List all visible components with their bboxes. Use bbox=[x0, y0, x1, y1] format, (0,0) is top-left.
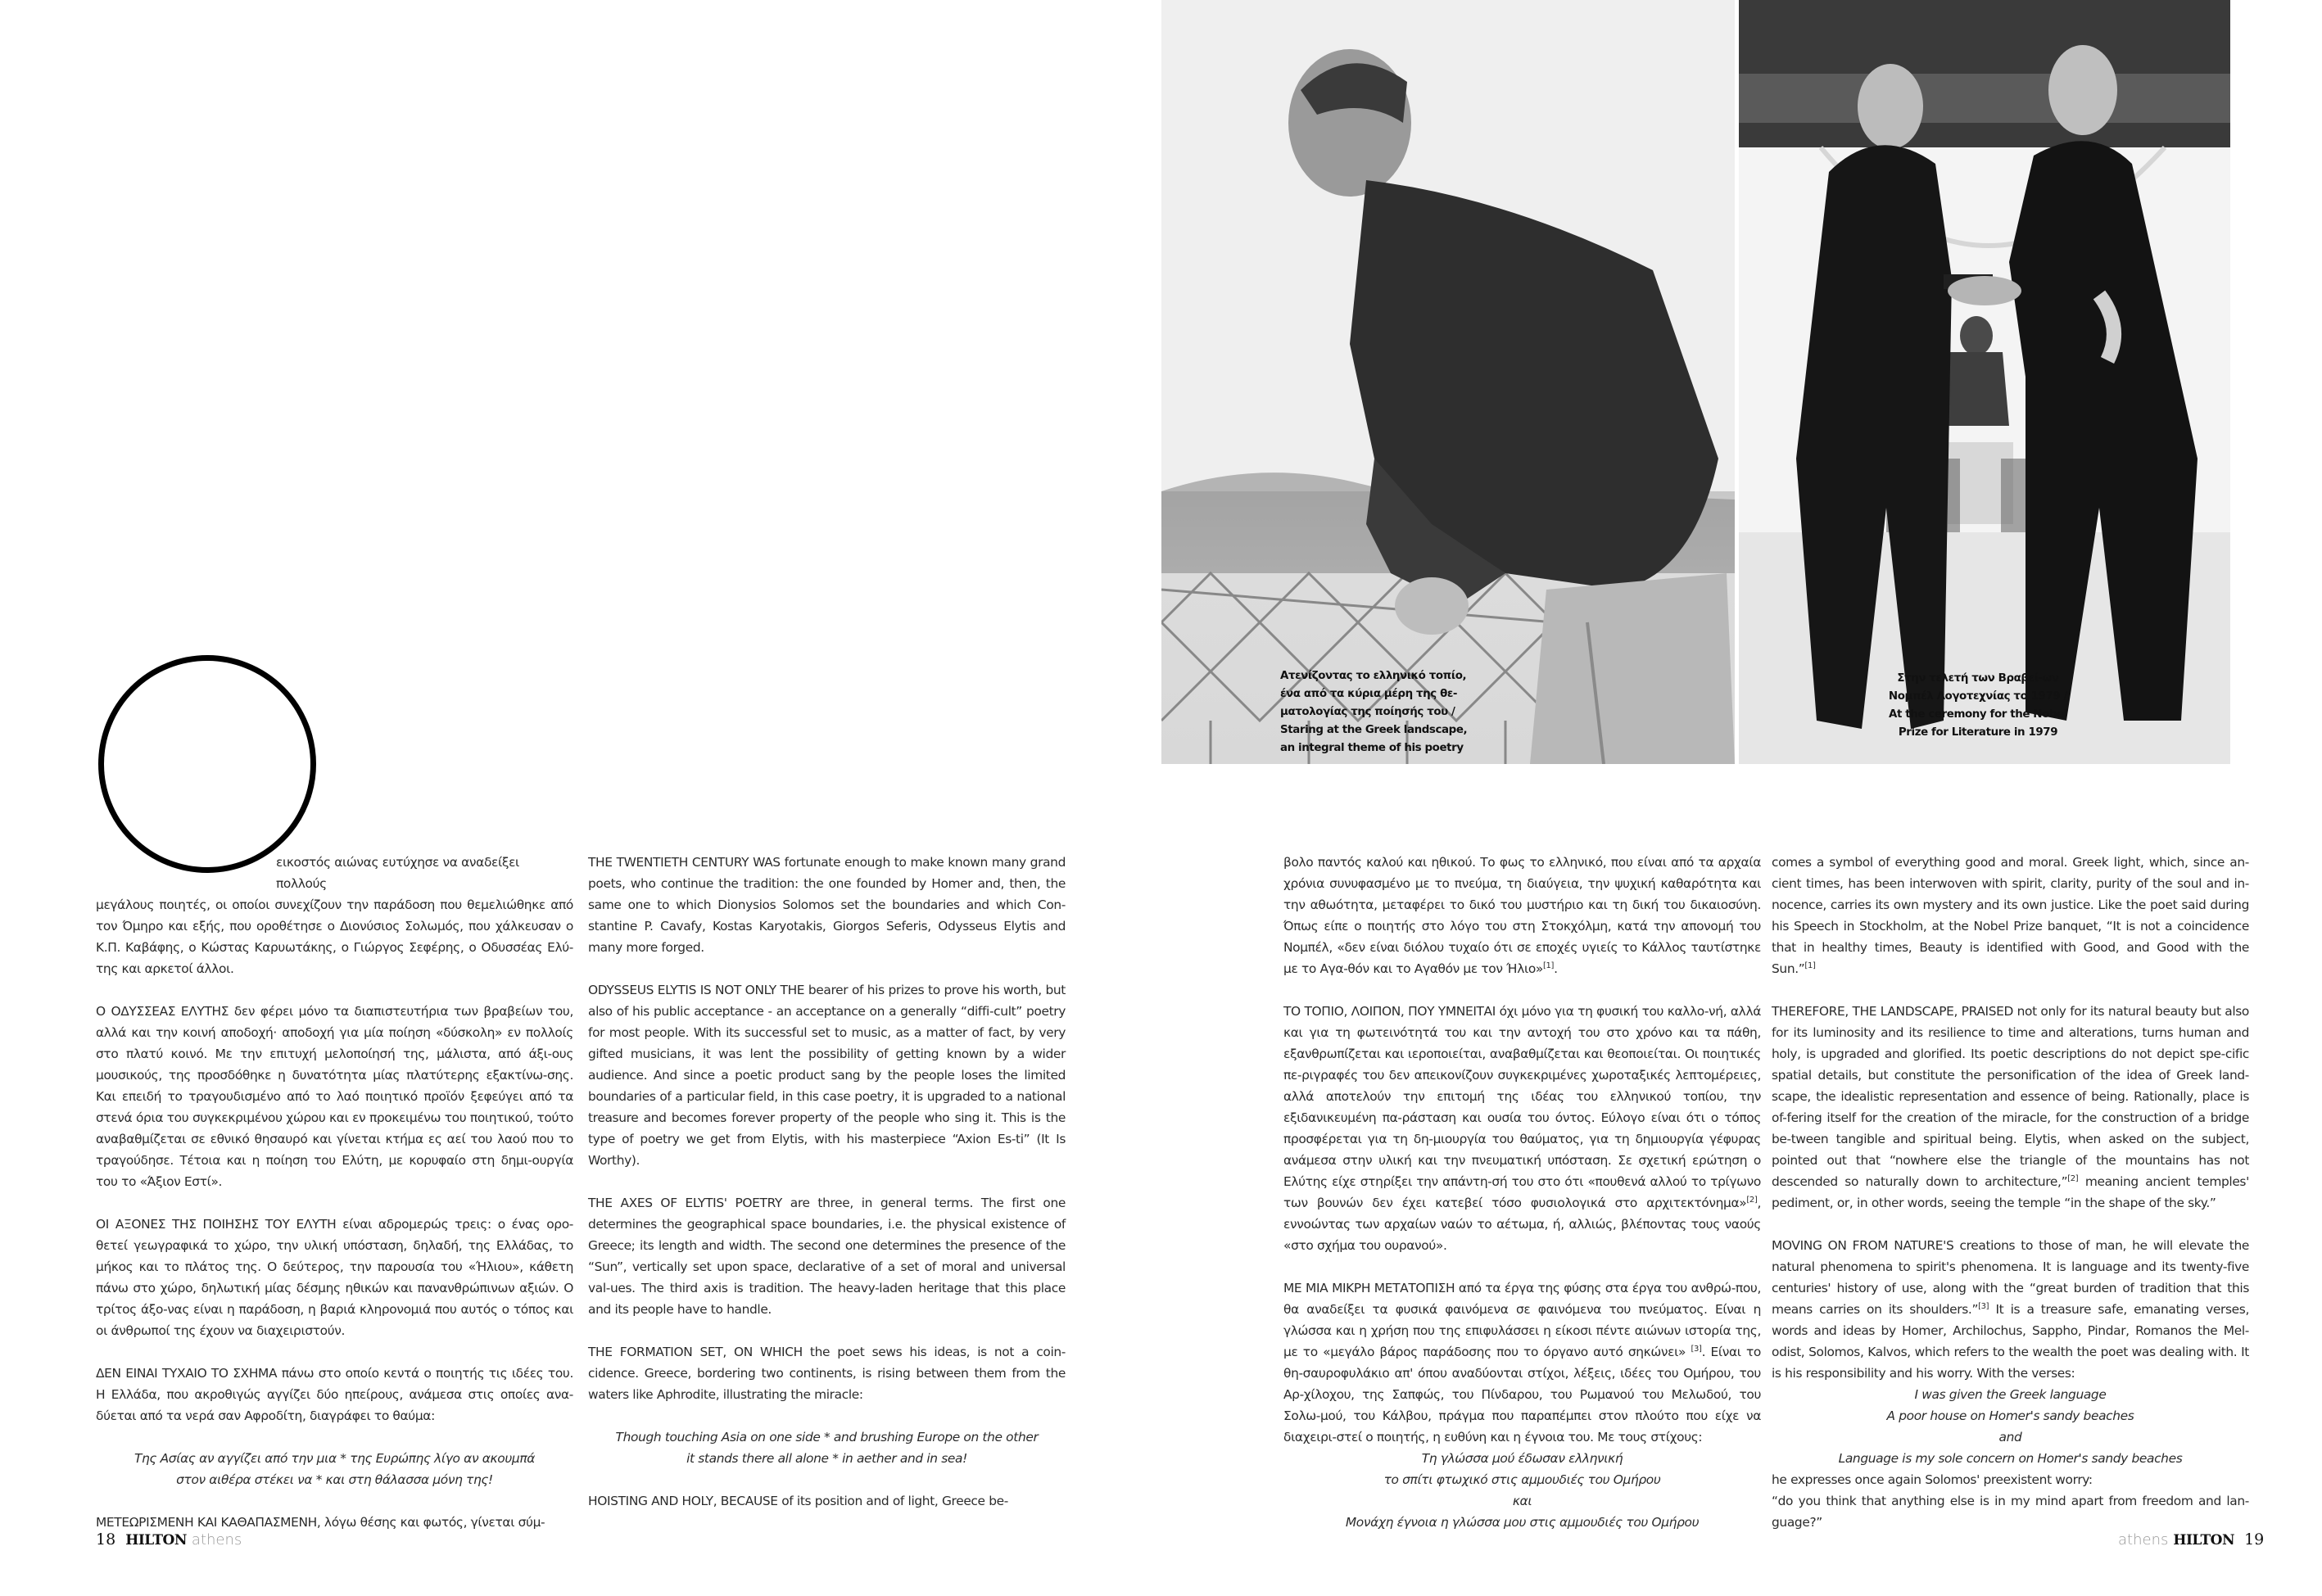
footnote-ref: [3] bbox=[1978, 1302, 1989, 1311]
paragraph-text: ΤΟ ΤΟΠΙΟ, ΛΟΙΠΟΝ, ΠΟΥ ΥΜΝΕΙΤΑΙ όχι μόνο για τη φυσική του καλλο-νή, αλλά και για τη φωτεινότητά του και την αντοχή του στο χρόνο και τα πάθη, εξανθρωπίζεται και ιεροποιείται, αναβαθμίζεται και θεοποιείται. Οι ποιητικές πε-ριγραφές του δεν απεικονίζουν συγκεκριμένες χωροταξικές λεπτομέρειες, αλλά αποτελούν την επιτομή της ιδέας του ελληνικού τοπίου, την εξιδανικευμένη πα-ράσταση και ουσία του όντος. Εύλογο είναι ότι ο τόπος προσφέρεται για τη δη-μιουργία του θαύματος, για τη δημιουργία γέφυρας ανάμεσα στην υλική και την πνευματική υπόσταση. Σε σχετική ερώτηση ο Ελύτης είχε στηρίξει την απάντη-σή του στο ότι «πουθενά αλλού το τρίγωνο των βουνών δεν έχει κατεβεί τόσο φυσιολογικά στο αρχιτεκτόνημα» bbox=[1283, 1004, 1761, 1210]
magazine-brand: HILTON bbox=[2173, 1532, 2234, 1549]
paragraph-text: THE FORMATION SET, ON WHICH the poet sews his ideas, is not a coin-cidence. Greece, bordering two continents, is rising between them from the waters like Aphrodite, illustrating the miracle: bbox=[588, 1345, 1066, 1402]
paragraph-text: ΜΕ ΜΙΑ ΜΙΚΡΗ ΜΕΤΑΤΟΠΙΣΗ από τα έργα της φύσης στα έργα του ανθρώ-που, θα αναδείξει τα φυσικά φαινόμενα σε φαινόμενα του πνεύματος. Είναι η γλώσσα και η χρήση που της επιφυλάσσει η είκοσι πέντε αιώνων ιστορία της, με το «μεγάλο βάρος παράδοσης που το όργανο αυτό σηκώνει» bbox=[1283, 1281, 1761, 1359]
paragraph-text: , εννοώντας των αρχαίων ναών το αέτωμα, ή, αλλιώς, βλέποντας τους ναούς «στο σχήμα του ουρανού». bbox=[1283, 1196, 1761, 1253]
paragraph-text: THE AXES OF ELYTIS' POETRY are three, in general terms. The first one determines the geographical space boundaries, i.e. the physical existence of Greece; its length and width. The second one determines the presence of the “Sun”, vertically set upon space, declarative of a set of moral and universal val-ues. The third axis is tradition. The heavy-laden heritage that this place and its people have to handle. bbox=[588, 1196, 1066, 1317]
article-column-english-right bbox=[1772, 852, 2249, 1533]
paragraph-text: It is a treasure safe, emanating verses, words and ideas by Homer, Archilochus, Sappho, Pindar, Romanos the Mel-odist, Solomos, Kalvos, which refers to the wealth the poet was dealing with. It is his responsibility and his worry. With the verses: bbox=[1772, 1302, 2249, 1381]
verse-line: Though touching Asia on one side * and brushing Europe on the other bbox=[615, 1430, 1039, 1445]
paragraph-text: ODYSSEUS ELYTIS IS NOT ONLY THE bearer of his prizes to prove his worth, but also of his public acceptance - an acceptance on a generally “diffi-cult” poetry for most people. With its successful set to music, as a matter of fact, by very gifted musicians, it was lent the possibility of getting known by a wider audience. And since a poetic product sang by the people loses the limited boundaries of a particular field, in this case poetry, it is upgraded to a national treasure and becomes forever property of the people who sing it. This is the type of poetry we get from Elytis, with his masterpiece “Axion Es-ti” (It Is Worthy). bbox=[588, 983, 1066, 1168]
article-column-english-left bbox=[588, 852, 1066, 1512]
page-number: 18 bbox=[96, 1530, 116, 1549]
verse-line: στον αιθέρα στέκει να * και στη θάλασσα μόνη της! bbox=[176, 1472, 493, 1487]
footnote-ref: [1] bbox=[1542, 961, 1555, 970]
folio-left bbox=[96, 1530, 242, 1550]
footnote-ref: [2] bbox=[2067, 1174, 2079, 1183]
paragraph-text: Ο ΟΔΥΣΣΕΑΣ ΕΛΥΤΗΣ δεν φέρει μόνο τα διαπιστευτήρια των βραβείων του, αλλά και την κοινή αποδοχή· αποδοχή για μία ποίηση «δύσκολη» εν πολλοίς στο πλατύ κοινό. Με την επιτυχή μελοποίησή της, μάλιστα, από άξι-ους μουσικούς, της προσδόθηκε η δυνατότητα μίας πλατύτερης εξακτίνω-σης. Και επειδή το τραγουδισμένο από το λαό ποιητικό προϊόν ξεφεύγει από τα στενά όρια του συγκεκριμένου χώρου και εν προκειμένω του ποιητικού, τούτο αναβαθμίζεται σε εθνικό θησαυρό και γίνεται κτήμα ες αεί του λαού που το τραγούδησε. Τέτοια και η ποίηση του Ελύτη, με κορυφαίο στη δημι-ουργία του το «Άξιον Εστί». bbox=[96, 1004, 573, 1189]
verse-line: A poor house on Homer's sandy beaches bbox=[1886, 1408, 2134, 1423]
verse-line: Μονάχη έγνοια η γλώσσα μου στις αμμουδιές του Ομήρου bbox=[1345, 1515, 1700, 1530]
photo-caption-left: Ατενίζοντας το ελληνικό τοπίο, ένα από τα κύρια μέρη της θε-ματολογίας της ποίησής του / Staring at the Greek landscape, an integral theme of his poetry bbox=[1280, 670, 1468, 754]
paragraph-text: ΔΕΝ ΕΙΝΑΙ ΤΥΧΑΙΟ ΤΟ ΣΧΗΜΑ πάνω στο οποίο κεντά ο ποιητής τις ιδέες του. Η Ελλάδα, που ακροθιγώς αγγίζει δύο ηπείρους, ανάμεσα στις οποίες ανα-δύεται από τα νερά σαν Αφροδίτη, διαγράφει το θαύμα: bbox=[96, 1366, 573, 1423]
paragraph-text: MOVING ON FROM NATURE'S creations to those of man, he will elevate the natural phenomena to spirit's phenomena. It is language and its twenty-five centuries' history of use, along with the “great burden of tradition that this means carries on its shoulders.” bbox=[1772, 1238, 2249, 1317]
verse-line: Τη γλώσσα μού έδωσαν ελληνική bbox=[1421, 1451, 1623, 1466]
verse-quote bbox=[588, 1426, 1066, 1469]
article-column-greek-left bbox=[96, 852, 573, 1533]
paragraph-text: “do you think that anything else is in my mind apart from freedom and lan-guage?” bbox=[1772, 1494, 2249, 1530]
paragraph-text: ΟΙ ΑΞΟΝΕΣ ΤΗΣ ΠΟΙΗΣΗΣ ΤΟΥ ΕΛΥΤΗ είναι αδρομερώς τρεις: ο ένας ορο-θετεί γεωγραφικά το χώρο, την υλική υπόσταση, δηλαδή, της Ελλάδας, το μήκος και το πλάτος της. Ο δεύτερος, την παρουσία του «Ήλιου», κάθετη πάνω στο χώρο, δηλωτική μίας δέσμης ηθικών και πανανθρώπινων αξιών. Ο τρίτος άξο-νας είναι η παράδοση, η βαριά κληρονομιά που αυτός ο τόπος και οι άνθρωποί της έχουν να διαχειριστούν. bbox=[96, 1217, 573, 1338]
verse-line: και bbox=[1512, 1494, 1532, 1508]
paragraph-text: THE TWENTIETH CENTURY WAS fortunate enough to make known many grand poets, who continue the tradition: the one founded by Homer and, then, the same one to which Dionysios Solomos set the boundaries and which Con-stantine P. Cavafy, Kostas Karyotakis, Giorgos Seferis, Odysseus Elytis and many more forged. bbox=[588, 855, 1066, 955]
paragraph-text: μεγάλους ποιητές, οι οποίοι συνεχίζουν την παράδοση που θεμελιώθηκε από τον Όμηρο και εξής, που οροθέτησε ο Διονύσιος Σολωμός, που χάλκευσαν ο Κ.Π. Καβάφης, ο Κώστας Καρυωτάκης, ο Γιώργος Σεφέρης, ο Οδυσσέας Ελύ-της και αρκετοί άλλοι. bbox=[96, 897, 573, 976]
paragraph-text: HOISTING AND HOLY, BECAUSE of its position and of light, Greece be- bbox=[588, 1494, 1008, 1508]
paragraph-text: THEREFORE, THE LANDSCAPE, PRAISED not only for its natural beauty but also for its luminosity and its resilience to time and alterations, turns human and holy, is upgraded and glorified. Its poetic descriptions do not depict spe-cific spatial details, but constitute the personification of the idea of Greek land-scape, the idealistic representation and essence of being. Rationally, place is of-fering itself for the creation of the miracle, for the construction of a bridge be-tween tangible and spiritual being. Elytis, when asked on the subject, pointed out that “nowhere else the triangle of the mountains has not descended so naturally down to architecture,” bbox=[1772, 1004, 2249, 1189]
footnote-ref: [1] bbox=[1804, 961, 1816, 970]
verse-line: it stands there all alone * in aether and in sea! bbox=[686, 1451, 967, 1466]
paragraph-text: comes a symbol of everything good and moral. Greek light, which, since an-cient times, has been interwoven with spirit, clarity, purity of the soul and in-nocence, carries its own mystery and its own justice. Like the poet said during his Speech in Stockholm, at the Nobel Prize banquet, “It is not a coincidence that in healthy times, Beauty is identified with Good, and Good with the Sun.” bbox=[1772, 855, 2249, 976]
paragraph-text: he expresses once again Solomos' preexistent worry: bbox=[1772, 1472, 2093, 1487]
verse-quote bbox=[96, 1448, 573, 1490]
page-number: 19 bbox=[2244, 1530, 2265, 1549]
verse-line: Language is my sole concern on Homer's sandy beaches bbox=[1838, 1451, 2183, 1466]
footnote-ref: [2] bbox=[1746, 1196, 1758, 1205]
photo-poet-at-railing bbox=[1161, 0, 1735, 764]
opening-line: εικοστός αιώνας ευτύχησε να αναδείξει πολλούς bbox=[276, 855, 519, 891]
paragraph-text: βολο παντός καλού και ηθικού. Το φως το ελληνικό, που είναι από τα αρχαία χρόνια συνυφασμένο με το πνεύμα, τη διαύγεια, την ψυχική καθαρότητα και την αθωότητα, μεταφέρει το δικό του μυστήριο και τη δική του δικαιοσύνη. Όπως είπε ο ποιητής στο λόγο του στη Στοκχόλμη, κατά την απονομή του Νομπέλ, «δεν είναι διόλου τυχαίο ότι σε εποχές υγιείς το Κάλλος ταυτίστηκε με το Αγα-θόν και το Αγαθόν με τον Ήλιο» bbox=[1283, 855, 1761, 976]
magazine-city: athens bbox=[191, 1531, 242, 1549]
folio-right bbox=[2118, 1530, 2264, 1550]
photo-poet-illustration bbox=[1161, 0, 1735, 764]
verse-line: Της Ασίας αν αγγίζει από την μια * της Ευρώπης λίγο αν ακουμπά bbox=[134, 1451, 536, 1466]
paragraph-text: meaning ancient temples' pediment, or, in other words, seeing the temple “in the shape of the sky.” bbox=[1772, 1174, 2249, 1210]
verse-quote bbox=[1772, 1384, 2249, 1469]
magazine-brand: HILTON bbox=[125, 1532, 187, 1549]
photo-ceremony-illustration bbox=[1739, 0, 2230, 764]
paragraph-text: . Είναι το θη-σαυροφυλάκιο απ' όπου αναδύονται στίχοι, λέξεις, ιδέες του Ομήρου, του Αρ-χίλοχου, της Σαπφώς, του Πίνδαρου, του Ρωμανού του Μελωδού, του Σολω-μού, του Κάλβου, πράγμα που παραπέμπει στον πλούτο που είχε να διαχειρι-στεί ο ποιητής, η ευθύνη και η έγνοια του. Με τους στίχους: bbox=[1283, 1345, 1761, 1445]
verse-line: and bbox=[1998, 1430, 2022, 1445]
magazine-city: athens bbox=[2118, 1531, 2169, 1549]
verse-quote bbox=[1283, 1448, 1761, 1533]
paragraph-text: ΜΕΤΕΩΡΙΣΜΕΝΗ ΚΑΙ ΚΑΘΑΠΑΣΜΕΝΗ, λόγω θέσης και φωτός, γίνεται σύμ- bbox=[96, 1515, 545, 1530]
dropcap-circle-ornament bbox=[98, 655, 316, 873]
photo-caption-right: Στην τελετή των Βραβεί-ων Νομπέλ Λογοτεχνίας το 1979 / At the ceremony for the Nobel Prize for Literature in 1979 bbox=[1888, 672, 2068, 739]
verse-line: το σπίτι φτωχικό στις αμμουδιές του Ομήρου bbox=[1383, 1472, 1661, 1487]
photo-nobel-ceremony bbox=[1739, 0, 2230, 764]
article-column-greek-right: βολο παντός καλού και ηθικού. Το φως το ελληνικό, που είναι από τα αρχαία χρόνια συνυφασμένο με το πνεύμα, τη διαύγεια, την ψυχική καθαρότητα και την αθωότητα, μεταφέρει το δικό του μυστήριο και τη δική του δικαιοσύνη. Όπως είπε ο ποιητής στο λόγο του στη Στοκχόλμη, κατά την απονομή του Νομπέλ, «δεν είναι διόλου τυχαίο ότι σε εποχές υγιείς το Κάλλος ταυτίστηκε με το Αγα-θόν και το Αγαθόν με τον Ήλιο»[1]. ΤΟ ΤΟΠΙΟ, ΛΟΙΠΟΝ, ΠΟΥ ΥΜΝΕΙΤΑΙ όχι μόνο για τη φυσική του καλλο-νή, αλλά και για τη φωτεινότητά του και την αντοχή του στο χρόνο και τα πάθη, εξανθρωπίζεται και ιεροποιείται, αναβαθμίζεται και θεοποιείται. Οι ποιητικές πε-ριγραφές του δεν απεικονίζουν συγκεκριμένες χωροταξικές λεπτομέρειες, αλλά αποτελούν την επιτομή της ιδέας του ελληνικού τοπίου, την εξιδανικευμένη πα-ράσταση και ουσία του όντος. Εύλογο είναι ότι ο τόπος προσφέρεται για τη δη-μιουργία του θαύματος, για τη δημιουργία γέφυρας ανάμεσα στην υλική και την πνευματική υπόσταση. Σε σχετική ερώτηση ο Ελύτης είχε στηρίξει την απάντη-σή του στο ότι «πουθενά αλλού το τρίγωνο των βουνών δεν έχει κατεβεί τόσο φυσιολογικά στο αρχιτεκτόνημα»[2], εννοώντας των αρχαίων ναών το αέτωμα, ή, αλλιώς, βλέποντας τους ναούς «στο σχήμα του ουρανού». ΜΕ ΜΙΑ ΜΙΚΡΗ ΜΕΤΑΤΟΠΙΣΗ από τα έργα της φύσης στα έργα του ανθρώ-που, θα αναδείξει τα φυσικά φαινόμενα σε φαινόμενα του πνεύματος. Είναι η γλώσσα και η χρήση που της επιφυλάσσει η είκοσι πέντε αιώνων ιστορία της, με το «μεγάλο βάρος παράδοσης που το όργανο αυτό σηκώνει» [3]. Είναι το θη-σαυροφυλάκιο απ' όπου αναδύονται στίχοι, λέξεις, ιδέες του Ομήρου, του Αρ-χίλοχου, της Σαπφώς, του Πίνδαρου, του Ρωμανού του Μελωδού, του Σολω-μού, του Κάλβου, πράγμα που παραπέμπει στον πλούτο που είχε να διαχειρι-στεί ο ποιητής, η ευθύνη και η έγνοια του. Με τους στίχους: Τη γλώσσα μού έδωσαν ελληνική το σπίτι φτωχικό στις αμμουδιές του Ομήρου και Μονάχη έγνοια η γλώσσα μου στις αμμουδιές του Ομήρου bbox=[1283, 852, 1761, 1533]
footnote-ref: [3] bbox=[1691, 1345, 1702, 1354]
verse-line: I was given the Greek language bbox=[1914, 1387, 2107, 1402]
